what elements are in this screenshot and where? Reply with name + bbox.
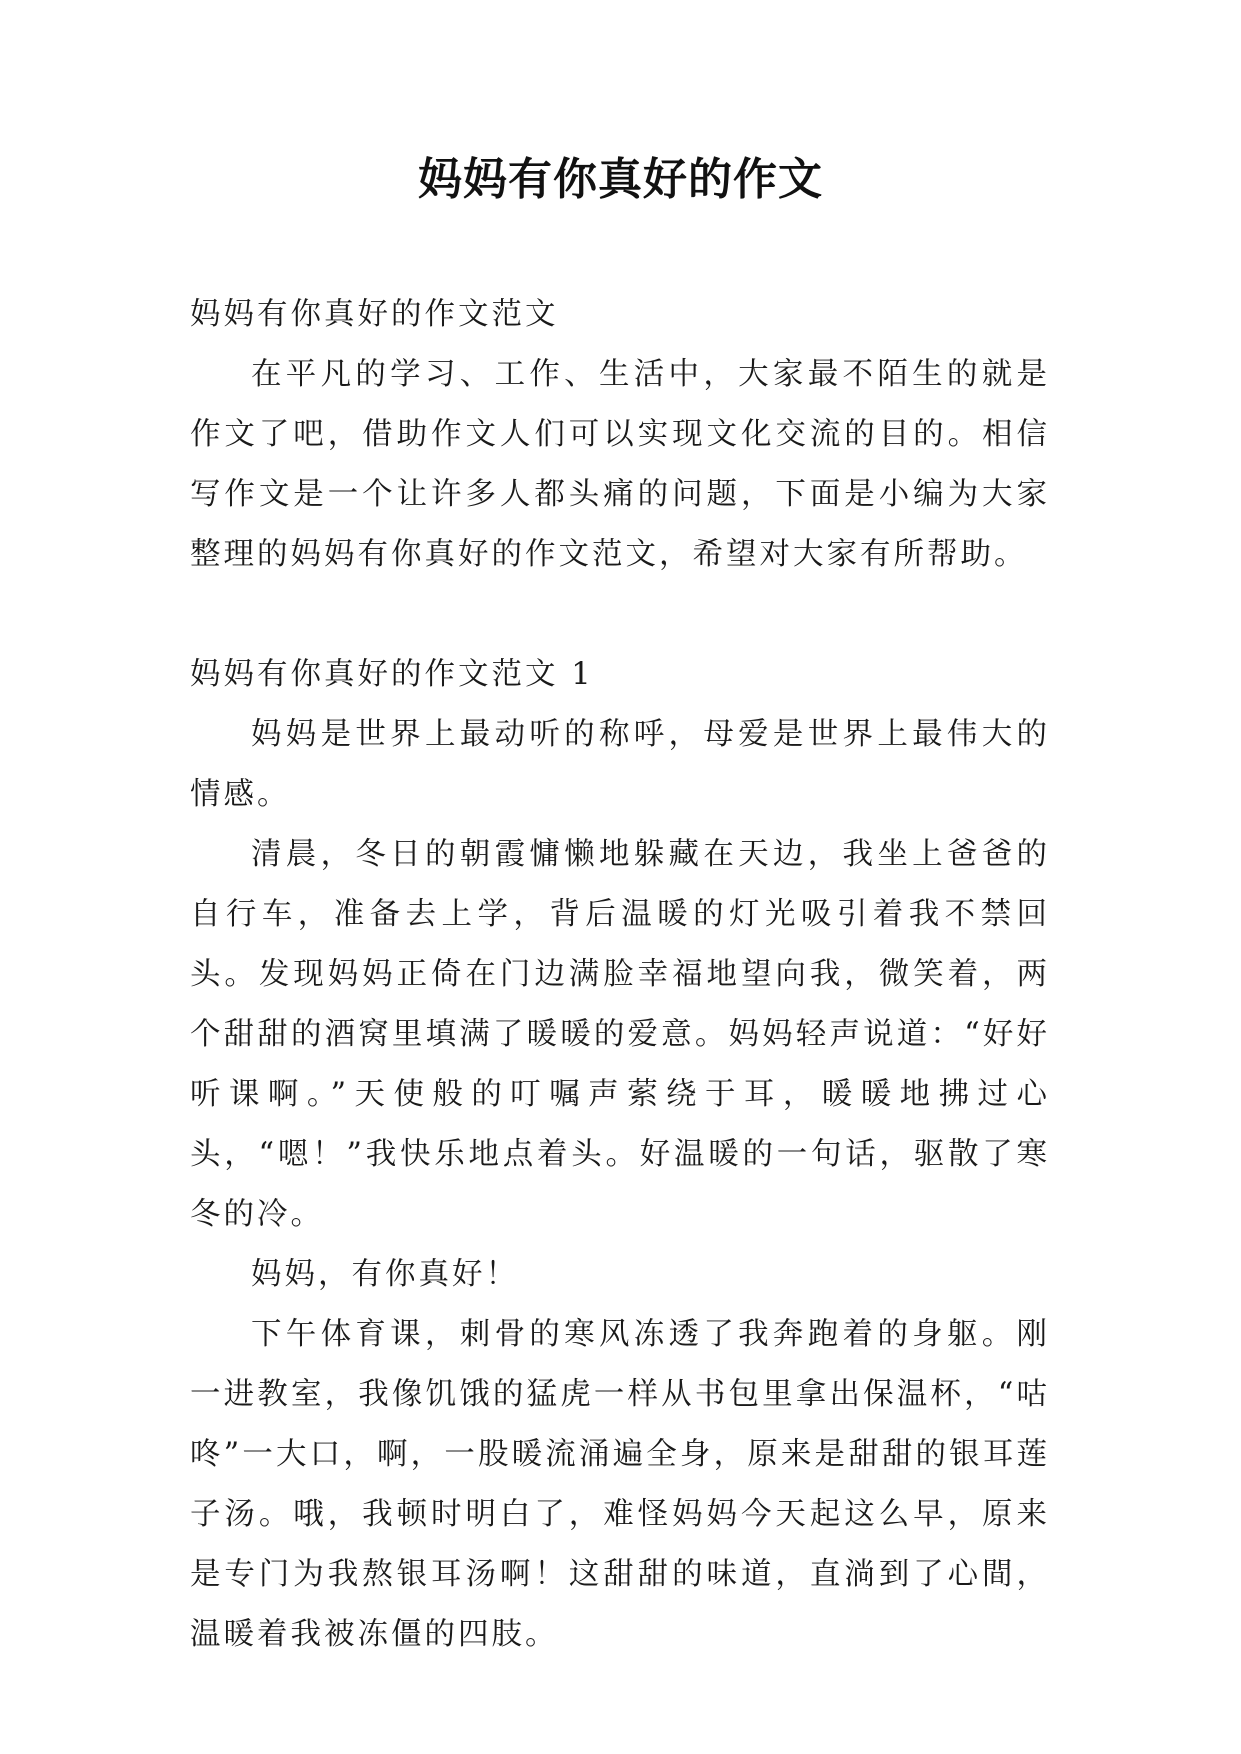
section-spacer: [190, 585, 1050, 645]
essay-heading: 妈妈有你真好的作文范文 1: [190, 657, 594, 692]
essay-paragraph: 妈妈，有你真好！: [251, 1257, 519, 1292]
intro-heading: 妈妈有你真好的作文范文: [190, 297, 559, 332]
essay-paragraph: 下午体育课，刺骨的寒风冻透了我奔跑着的身躯。刚一进教室，我像饥饿的猛虎一样从书包里拿出保温杯，“咕咚”一大口，啊，一股暖流涌遍全身，原来是甜甜的银耳莲子汤。哦，我顿时明白了，难怪妈妈今天起这么早，原来是专门为我熬银耳汤啊！这甜甜的味道，直淌到了心間，温暖着我被冻僵的四肢。: [190, 1317, 1050, 1652]
essay-paragraph: 清晨，冬日的朝霞慵懒地躲藏在天边，我坐上爸爸的自行车，准备去上学，背后温暖的灯光吸引着我不禁回头。发现妈妈正倚在门边满脸幸福地望向我，微笑着，两个甜甜的酒窝里填满了暖暖的爱意。妈妈轻声说道：“好好听课啊。”天使般的叮嘱声萦绕于耳，暖暖地拂过心头，“嗯！”我快乐地点着头。好温暖的一句话，驱散了寒冬的冷。: [190, 837, 1050, 1232]
essay-paragraph: 妈妈是世界上最动听的称呼，母爱是世界上最伟大的情感。: [190, 717, 1050, 812]
document-title: 妈妈有你真好的作文: [418, 154, 823, 205]
document-body: [190, 285, 1050, 1665]
intro-paragraph: 在平凡的学习、工作、生活中，大家最不陌生的就是作文了吧，借助作文人们可以实现文化交流的目的。相信写作文是一个让许多人都头痛的问题，下面是小编为大家整理的妈妈有你真好的作文范文，希望对大家有所帮助。: [190, 357, 1050, 572]
